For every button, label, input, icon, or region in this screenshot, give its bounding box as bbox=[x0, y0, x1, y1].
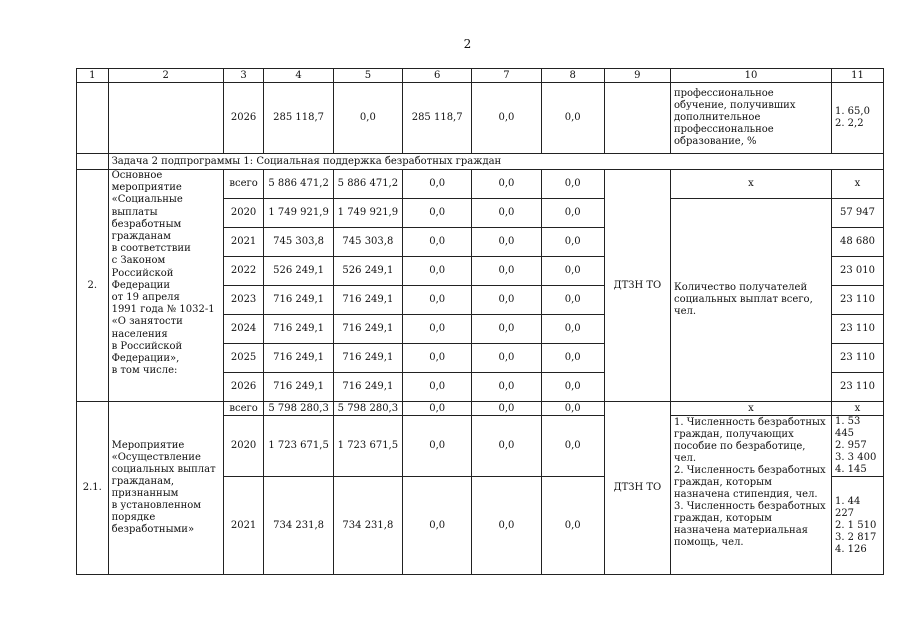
amount-cell: 0,0 bbox=[472, 228, 541, 257]
amount-cell: 0,0 bbox=[472, 477, 541, 575]
header-row bbox=[77, 69, 884, 83]
executor-cell bbox=[604, 83, 670, 154]
year-cell: 2021 bbox=[223, 477, 264, 575]
amount-cell: 0,0 bbox=[403, 373, 472, 402]
value-cell: х bbox=[831, 402, 883, 416]
amount-cell: 0,0 bbox=[541, 477, 604, 575]
amount-cell: 0,0 bbox=[472, 199, 541, 228]
executor-cell: ДТЗН ТО bbox=[604, 402, 670, 575]
year-cell: 2023 bbox=[223, 286, 264, 315]
executor-cell: ДТЗН ТО bbox=[604, 170, 670, 402]
amount-cell: 716 249,1 bbox=[264, 286, 333, 315]
year-cell: 2024 bbox=[223, 315, 264, 344]
amount-cell: 526 249,1 bbox=[264, 257, 333, 286]
column-header: 7 bbox=[472, 69, 541, 83]
amount-cell: 0,0 bbox=[472, 286, 541, 315]
amount-cell: 0,0 bbox=[403, 344, 472, 373]
column-header: 8 bbox=[541, 69, 604, 83]
column-header: 2 bbox=[108, 69, 223, 83]
indicator-cell: х bbox=[670, 170, 831, 199]
amount-cell: 716 249,1 bbox=[264, 344, 333, 373]
num-cell: 2.1. bbox=[77, 402, 109, 575]
value-cell: 48 680 bbox=[831, 228, 883, 257]
value-cell: 23 110 bbox=[831, 373, 883, 402]
year-cell: 2026 bbox=[223, 373, 264, 402]
year-cell: 2020 bbox=[223, 416, 264, 477]
amount-cell: 0,0 bbox=[472, 257, 541, 286]
amount-cell: 716 249,1 bbox=[264, 315, 333, 344]
name-cell bbox=[108, 83, 223, 154]
amount-cell: 0,0 bbox=[472, 344, 541, 373]
amount-cell: 5 798 280,3 bbox=[264, 402, 333, 416]
amount-cell: 0,0 bbox=[541, 373, 604, 402]
amount-cell: 0,0 bbox=[541, 83, 604, 154]
amount-cell: 716 249,1 bbox=[264, 373, 333, 402]
amount-cell: 0,0 bbox=[541, 344, 604, 373]
amount-cell: 745 303,8 bbox=[333, 228, 402, 257]
amount-cell: 745 303,8 bbox=[264, 228, 333, 257]
amount-cell: 734 231,8 bbox=[333, 477, 402, 575]
amount-cell: 0,0 bbox=[403, 477, 472, 575]
amount-cell: 0,0 bbox=[472, 402, 541, 416]
year-cell: всего bbox=[223, 170, 264, 199]
amount-cell: 716 249,1 bbox=[333, 286, 402, 315]
value-cell: 1. 53 445 2. 957 3. 3 400 4. 145 bbox=[831, 416, 883, 477]
amount-cell: 0,0 bbox=[403, 402, 472, 416]
indicator-cell: профессиональное обучение, получивших дополнительное профессиональное образование, % bbox=[670, 83, 831, 154]
amount-cell: 0,0 bbox=[333, 83, 402, 154]
year-cell: 2020 bbox=[223, 199, 264, 228]
amount-cell: 0,0 bbox=[541, 257, 604, 286]
amount-cell: 0,0 bbox=[403, 257, 472, 286]
amount-cell: 0,0 bbox=[541, 402, 604, 416]
amount-cell: 0,0 bbox=[541, 199, 604, 228]
table-row bbox=[77, 170, 884, 199]
column-header: 1 bbox=[77, 69, 109, 83]
indicator-cell: х bbox=[670, 402, 831, 416]
name-cell: Мероприятие «Осуществление социальных выплат гражданам, признанным в установленном порядке безработными» bbox=[108, 402, 223, 575]
amount-cell: 0,0 bbox=[403, 228, 472, 257]
amount-cell: 716 249,1 bbox=[333, 315, 402, 344]
value-cell: 23 110 bbox=[831, 315, 883, 344]
value-cell: х bbox=[831, 170, 883, 199]
year-cell: 2025 bbox=[223, 344, 264, 373]
amount-cell: 285 118,7 bbox=[264, 83, 333, 154]
value-cell: 23 110 bbox=[831, 344, 883, 373]
amount-cell: 0,0 bbox=[541, 416, 604, 477]
amount-cell: 716 249,1 bbox=[333, 373, 402, 402]
amount-cell: 0,0 bbox=[472, 170, 541, 199]
amount-cell: 0,0 bbox=[403, 315, 472, 344]
column-header: 5 bbox=[333, 69, 402, 83]
year-cell: 2021 bbox=[223, 228, 264, 257]
amount-cell: 285 118,7 bbox=[403, 83, 472, 154]
amount-cell: 0,0 bbox=[541, 228, 604, 257]
amount-cell: 526 249,1 bbox=[333, 257, 402, 286]
amount-cell: 0,0 bbox=[541, 315, 604, 344]
amount-cell: 1 749 921,9 bbox=[333, 199, 402, 228]
num-cell: 2. bbox=[77, 170, 109, 402]
year-cell: 2026 bbox=[223, 83, 264, 154]
name-cell: Основное мероприятие «Социальные выплаты безработным гражданам в соответствии с Законом Российской Федерации от 19 апреля 1991 года № 1032-1 «О занятости населения в Российской Федерации», в том числе: bbox=[108, 170, 223, 402]
amount-cell: 5 798 280,3 bbox=[333, 402, 402, 416]
num-cell bbox=[77, 83, 109, 154]
amount-cell: 0,0 bbox=[403, 199, 472, 228]
year-cell: 2022 bbox=[223, 257, 264, 286]
amount-cell: 0,0 bbox=[403, 416, 472, 477]
task-title: Задача 2 подпрограммы 1: Социальная поддержка безработных граждан bbox=[108, 154, 883, 170]
amount-cell: 1 749 921,9 bbox=[264, 199, 333, 228]
amount-cell: 0,0 bbox=[403, 286, 472, 315]
amount-cell: 0,0 bbox=[472, 83, 541, 154]
column-header: 10 bbox=[670, 69, 831, 83]
amount-cell: 1 723 671,5 bbox=[333, 416, 402, 477]
value-cell: 1. 65,0 2. 2,2 bbox=[831, 83, 883, 154]
program-table bbox=[76, 68, 884, 575]
value-cell: 23 010 bbox=[831, 257, 883, 286]
indicator-cell: Количество получателей социальных выплат всего, чел. bbox=[670, 199, 831, 402]
task-row bbox=[77, 154, 884, 170]
table-row bbox=[77, 402, 884, 416]
value-cell: 57 947 bbox=[831, 199, 883, 228]
value-cell: 1. 44 227 2. 1 510 3. 2 817 4. 126 bbox=[831, 477, 883, 575]
value-cell: 23 110 bbox=[831, 286, 883, 315]
amount-cell: 734 231,8 bbox=[264, 477, 333, 575]
amount-cell: 1 723 671,5 bbox=[264, 416, 333, 477]
column-header: 11 bbox=[831, 69, 883, 83]
amount-cell: 0,0 bbox=[472, 373, 541, 402]
amount-cell: 5 886 471,2 bbox=[264, 170, 333, 199]
amount-cell: 5 886 471,2 bbox=[333, 170, 402, 199]
amount-cell: 0,0 bbox=[541, 286, 604, 315]
amount-cell: 0,0 bbox=[541, 170, 604, 199]
table-row bbox=[77, 83, 884, 154]
year-cell: всего bbox=[223, 402, 264, 416]
amount-cell: 716 249,1 bbox=[333, 344, 402, 373]
indicator-cell: 1. Численность безработных граждан, получающих пособие по безработице, чел. 2. Численность безработных граждан, которым назначена стипендия, чел. 3. Численность безработных граждан, которым назначена материальная помощь, чел. bbox=[670, 416, 831, 575]
column-header: 6 bbox=[403, 69, 472, 83]
amount-cell: 0,0 bbox=[472, 416, 541, 477]
column-header: 9 bbox=[604, 69, 670, 83]
amount-cell: 0,0 bbox=[403, 170, 472, 199]
amount-cell: 0,0 bbox=[472, 315, 541, 344]
column-header: 3 bbox=[223, 69, 264, 83]
page-number: 2 bbox=[463, 37, 472, 51]
column-header: 4 bbox=[264, 69, 333, 83]
